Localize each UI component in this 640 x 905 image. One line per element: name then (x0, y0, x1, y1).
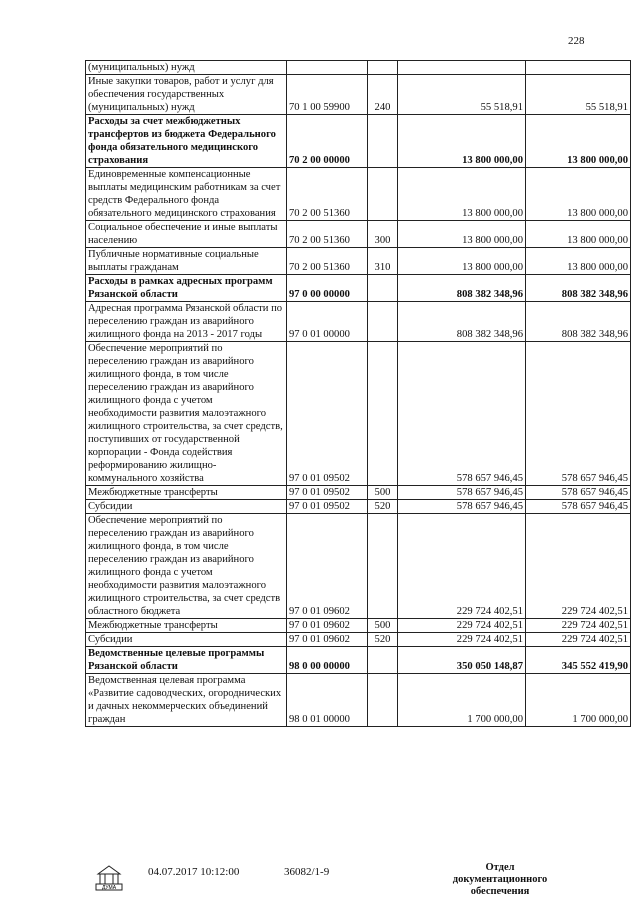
cell-code: 97 0 01 09602 (287, 514, 368, 619)
table-row (86, 221, 631, 248)
cell-amount-2: 13 800 000,00 (526, 168, 631, 221)
cell-vr (368, 61, 398, 75)
cell-amount-1: 578 657 946,45 (398, 342, 526, 486)
cell-amount-2: 808 382 348,96 (526, 275, 631, 302)
logo-text: ДУМА (101, 885, 117, 891)
table-row (86, 61, 631, 75)
cell-amount-1: 578 657 946,45 (398, 500, 526, 514)
table-row (86, 633, 631, 647)
table-row (86, 275, 631, 302)
cell-vr (368, 115, 398, 168)
cell-code: 70 2 00 51360 (287, 168, 368, 221)
cell-vr: 240 (368, 75, 398, 115)
page-number: 228 (568, 35, 585, 47)
cell-vr (368, 647, 398, 674)
cell-code: 97 0 01 09602 (287, 633, 368, 647)
cell-name: Ведомственная целевая программа «Развитие садоводческих, огороднических и дачных некоммерческих объединений граждан (86, 674, 287, 727)
budget-table-body (86, 61, 631, 727)
cell-code: 97 0 01 09502 (287, 342, 368, 486)
cell-amount-1: 13 800 000,00 (398, 168, 526, 221)
cell-name: Социальное обеспечение и иные выплаты населению (86, 221, 287, 248)
cell-amount-1: 350 050 148,87 (398, 647, 526, 674)
cell-vr (368, 302, 398, 342)
cell-vr: 310 (368, 248, 398, 275)
cell-code: 97 0 01 00000 (287, 302, 368, 342)
cell-code: 97 0 01 09602 (287, 619, 368, 633)
footer-timestamp: 04.07.2017 10:12:00 (148, 866, 240, 878)
cell-name: Обеспечение мероприятий по переселению граждан из аварийного жилищного фонда, в том числе переселению граждан из аварийного жилищного фонда с учетом необходимости развития малоэтажного жилищного строительства, за счет средств, поступивших от государственной корпорации - Фонда содействия реформированию жилищно-коммунального хозяйства (86, 342, 287, 486)
cell-name: Субсидии (86, 500, 287, 514)
footer-department: Отдел документационного обеспечения (452, 862, 548, 897)
cell-name: Обеспечение мероприятий по переселению граждан из аварийного жилищного фонда, в том числе переселению граждан из аварийного жилищного фонда с учетом необходимости развития малоэтажного жилищного строительства, за счет средств областного бюджета (86, 514, 287, 619)
footer (0, 862, 640, 902)
cell-amount-2: 808 382 348,96 (526, 302, 631, 342)
table-row (86, 486, 631, 500)
table-row (86, 75, 631, 115)
cell-vr: 520 (368, 633, 398, 647)
cell-amount-1: 13 800 000,00 (398, 115, 526, 168)
cell-name: Ведомственные целевые программы Рязанской области (86, 647, 287, 674)
cell-amount-2: 578 657 946,45 (526, 500, 631, 514)
cell-name: Единовременные компенсационные выплаты медицинским работникам за счет средств Федерального фонда обязательного медицинского страхования (86, 168, 287, 221)
cell-amount-2: 13 800 000,00 (526, 221, 631, 248)
cell-vr: 300 (368, 221, 398, 248)
footer-doc-number: 36082/1-9 (284, 866, 330, 878)
cell-vr (368, 275, 398, 302)
cell-name: Адресная программа Рязанской области по переселению граждан из аварийного жилищного фонда на 2013 - 2017 годы (86, 302, 287, 342)
table-row (86, 619, 631, 633)
cell-name: (муниципальных) нужд (86, 61, 287, 75)
cell-code: 70 2 00 00000 (287, 115, 368, 168)
cell-name: Публичные нормативные социальные выплаты гражданам (86, 248, 287, 275)
cell-vr (368, 168, 398, 221)
cell-amount-1 (398, 61, 526, 75)
cell-vr: 500 (368, 619, 398, 633)
cell-amount-1: 55 518,91 (398, 75, 526, 115)
cell-amount-2: 578 657 946,45 (526, 342, 631, 486)
cell-amount-1: 808 382 348,96 (398, 275, 526, 302)
cell-name: Иные закупки товаров, работ и услуг для обеспечения государственных (муниципальных) нужд (86, 75, 287, 115)
duma-logo (92, 862, 126, 896)
cell-amount-2: 345 552 419,90 (526, 647, 631, 674)
cell-amount-1: 808 382 348,96 (398, 302, 526, 342)
table-row (86, 500, 631, 514)
cell-code: 70 2 00 51360 (287, 248, 368, 275)
cell-name: Расходы в рамках адресных программ Рязанской области (86, 275, 287, 302)
cell-code: 97 0 01 09502 (287, 500, 368, 514)
cell-code (287, 61, 368, 75)
cell-vr (368, 342, 398, 486)
table-row (86, 647, 631, 674)
cell-amount-1: 1 700 000,00 (398, 674, 526, 727)
cell-code: 98 0 00 00000 (287, 647, 368, 674)
cell-code: 97 0 01 09502 (287, 486, 368, 500)
cell-amount-1: 13 800 000,00 (398, 221, 526, 248)
cell-name: Межбюджетные трансферты (86, 486, 287, 500)
cell-name: Субсидии (86, 633, 287, 647)
cell-amount-2: 578 657 946,45 (526, 486, 631, 500)
table-row (86, 302, 631, 342)
cell-code: 70 2 00 51360 (287, 221, 368, 248)
table-row (86, 674, 631, 727)
cell-name: Расходы за счет межбюджетных трансфертов из бюджета Федерального фонда обязательного медицинского страхования (86, 115, 287, 168)
cell-amount-1: 229 724 402,51 (398, 619, 526, 633)
cell-amount-2 (526, 61, 631, 75)
cell-code: 97 0 00 00000 (287, 275, 368, 302)
cell-amount-2: 1 700 000,00 (526, 674, 631, 727)
table-row (86, 168, 631, 221)
cell-vr (368, 674, 398, 727)
cell-name: Межбюджетные трансферты (86, 619, 287, 633)
cell-amount-2: 13 800 000,00 (526, 248, 631, 275)
table-row (86, 514, 631, 619)
cell-amount-1: 578 657 946,45 (398, 486, 526, 500)
cell-amount-2: 229 724 402,51 (526, 619, 631, 633)
cell-amount-2: 229 724 402,51 (526, 514, 631, 619)
cell-vr: 520 (368, 500, 398, 514)
cell-code: 70 1 00 59900 (287, 75, 368, 115)
cell-amount-2: 229 724 402,51 (526, 633, 631, 647)
cell-amount-2: 55 518,91 (526, 75, 631, 115)
cell-code: 98 0 01 00000 (287, 674, 368, 727)
cell-vr: 500 (368, 486, 398, 500)
cell-amount-1: 229 724 402,51 (398, 514, 526, 619)
cell-vr (368, 514, 398, 619)
cell-amount-1: 229 724 402,51 (398, 633, 526, 647)
cell-amount-1: 13 800 000,00 (398, 248, 526, 275)
table-row (86, 342, 631, 486)
cell-amount-2: 13 800 000,00 (526, 115, 631, 168)
budget-table (85, 60, 631, 727)
table-row (86, 115, 631, 168)
table-row (86, 248, 631, 275)
